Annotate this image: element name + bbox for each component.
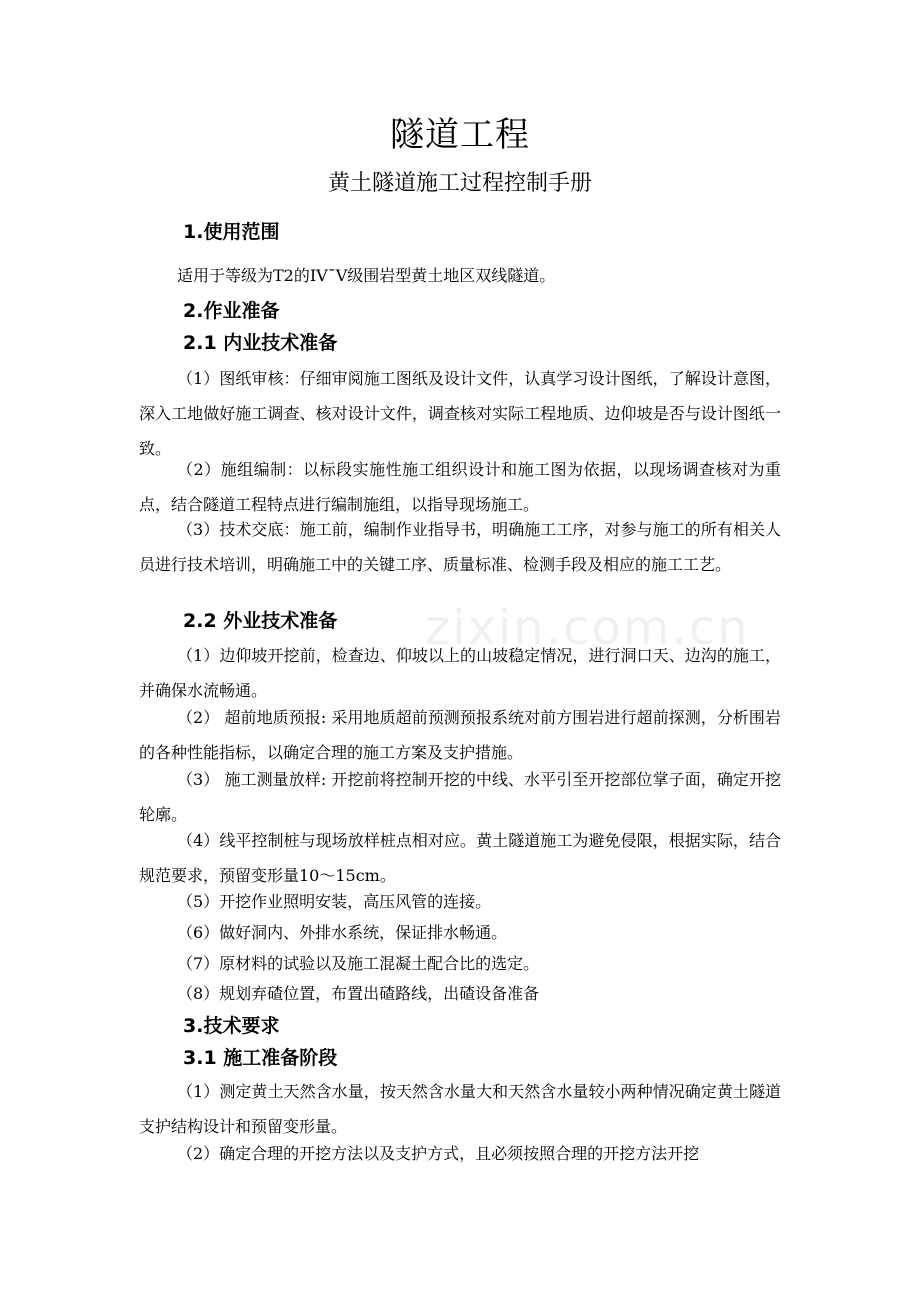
paragraph-2-2-1: （1）边仰坡开挖前，检查边、仰坡以上的山坡稳定情况，进行洞口天、边沟的施工，并确保水流畅通。 xyxy=(139,646,781,700)
subsection-heading-3-1: 3.1 施工准备阶段 xyxy=(183,1047,338,1069)
section-heading-1: 1.使用范围 xyxy=(183,221,280,243)
paragraph-2-2-4: （4）线平控制桩与现场放样桩点相对应。黄土隧道施工为避免侵限，根据实际，结合规范要求，预留变形量10～15cm。 xyxy=(139,831,781,885)
paragraph-2-2-2: （2） 超前地质预报: 采用地质超前预测预报系统对前方围岩进行超前探测，分析围岩的各种性能指标，以确定合理的施工方案及支护措施。 xyxy=(139,708,781,762)
paragraph-2-2-5: （5）开挖作业照明安装，高压风管的连接。 xyxy=(177,892,492,911)
paragraph-2-1-2: （2）施组编制：以标段实施性施工组织设计和施工图为依据，以现场调查核对为重点，结合隧道工程特点进行编制施组，以指导现场施工。 xyxy=(139,460,781,514)
paragraph-2-2-7: （7）原材料的试验以及施工混凝土配合比的选定。 xyxy=(177,954,540,973)
section-heading-2: 2.作业准备 xyxy=(183,300,280,322)
subsection-heading-2-1: 2.1 内业技术准备 xyxy=(183,332,338,354)
paragraph-3-1-1: （1）测定黄土天然含水量，按天然含水量大和天然含水量较小两种情况确定黄土隧道支护结构设计和预留变形量。 xyxy=(139,1082,781,1136)
paragraph-3-1-2: （2）确定合理的开挖方法以及支护方式，且必须按照合理的开挖方法开挖 xyxy=(177,1144,700,1163)
paragraph-2-2-8: （8）规划弃碴位置，布置出碴路线，出碴设备准备 xyxy=(177,984,540,1003)
paragraph-2-1-1: （1）图纸审核：仔细审阅施工图纸及设计文件，认真学习设计图纸，了解设计意图，深入工地做好施工调查、核对设计文件，调查核对实际工程地质、边仰坡是否与设计图纸一致。 xyxy=(139,369,781,458)
paragraph-2-2-6: （6）做好洞内、外排水系统，保证排水畅通。 xyxy=(177,923,508,942)
paragraph-scope: 适用于等级为T2的IV¯V级围岩型黄土地区双线隧道。 xyxy=(177,266,556,285)
paragraph-2-2-3: （3） 施工测量放样: 开挖前将控制开挖的中线、水平引至开挖部位掌子面，确定开挖轮廓。 xyxy=(139,770,781,824)
document-subtitle: 黄土隧道施工过程控制手册 xyxy=(327,171,592,196)
subsection-heading-2-2: 2.2 外业技术准备 xyxy=(183,610,338,632)
watermark: zixin.com.cn xyxy=(425,600,750,656)
paragraph-2-1-3: （3）技术交底：施工前，编制作业指导书，明确施工工序，对参与施工的所有相关人员进行技术培训，明确施工中的关键工序、质量标准、检测手段及相应的施工工艺。 xyxy=(139,520,781,574)
document-title: 隧道工程 xyxy=(390,115,530,155)
section-heading-3: 3.技术要求 xyxy=(183,1015,280,1037)
